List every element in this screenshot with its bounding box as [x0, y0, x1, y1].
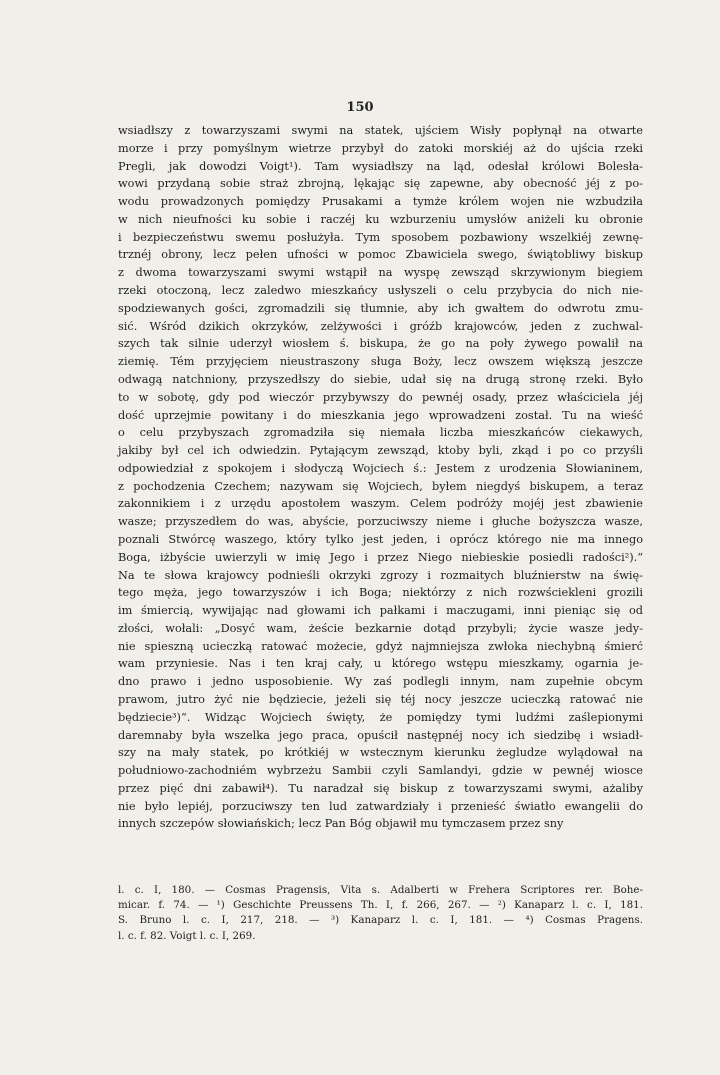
text-line: jakiby był cel ich odwiedzin. Pytającym zewsząd, ktoby byli, zkąd i po co przyśli — [118, 444, 643, 458]
text-line: Na te słowa krajowcy podnieśli okrzyki zgrozy i rozmaitych bluźnierstw na świę- — [118, 568, 643, 582]
text-line: nie było lepiéj, porzuciwszy ten lud zatwardziały i przenieść światło ewangelii do — [118, 799, 643, 813]
page-number: 150 — [346, 100, 374, 115]
text-line: szych tak silnie uderzył wiosłem ś. biskupa, że go na poły żywego powalił na — [118, 337, 643, 351]
footnote-line: S. Bruno l. c. I, 217, 218. — ³) Kanaparz l. c. I, 181. — ⁴) Cosmas Pragens. — [118, 914, 643, 927]
text-line: zakonnikiem i z urzędu apostołem waszym. Celem podróży mojéj jest zbawienie — [118, 497, 643, 511]
text-line: Boga, iżbyście uwierzyli w imię Jego i przez Niego niebieskie posiedli radości²).“ — [118, 550, 643, 564]
text-line: dno prawo i jedno usposobienie. Wy zaś podlegli innym, nam zupełnie obcym — [118, 675, 643, 689]
text-line: rzeki otoczoną, lecz zaledwo mieszkańcy usłyszeli o celu przybycia do nich nie- — [118, 284, 643, 298]
text-line: będziecie³)“. Widząc Wojciech święty, że pomiędzy tymi ludźmi zaślepionymi — [118, 710, 643, 724]
text-line: wsiadłszy z towarzyszami swymi na statek, ujściem Wisły popłynął na otwarte — [118, 124, 643, 137]
text-line: i bezpieczeństwu swemu posłużyła. Tym sposobem pozbawiony wszelkiéj zewnę- — [118, 230, 643, 244]
text-line: spodziewanych gości, zgromadzili się tłumnie, aby ich gwałtem do odwrotu zmu- — [118, 301, 643, 315]
body-text — [118, 122, 643, 833]
text-line: szy na mały statek, po krótkiéj w wstecznym kierunku żegludze wylądował na — [118, 746, 643, 760]
footnote-line: l. c. f. 82. Voigt l. c. I, 269. — [118, 929, 256, 942]
text-line: nie spieszną ucieczką ratować możecie, gdyż najmniejsza zwłoka niechybną śmierć — [118, 639, 643, 653]
text-line: odpowiedział z spokojem i słodyczą Wojciech ś.: Jestem z urodzenia Słowianinem, — [118, 461, 643, 475]
text-line: wodu prowadzonych pomiędzy Prusakami a tymże królem wojen nie wzbudziła — [118, 195, 643, 209]
footnote-line: l. c. I, 180. — Cosmas Pragensis, Vita s. Adalberti w Frehera Scriptores rer. Bohe- — [118, 884, 643, 896]
text-line: wowi przydaną sobie straż zbrojną, lękając się zapewne, aby obecność jéj z po- — [118, 177, 643, 191]
text-line: z pochodzenia Czechem; nazywam się Wojciech, byłem niegdyś biskupem, a teraz — [118, 479, 643, 493]
text-line: tego męża, jego towarzyszów i ich Boga; niektórzy z nich rozwścieklenі grozili — [118, 586, 643, 600]
text-line: daremnaby była wszelka jego praca, opuścił następnéj nocy ich siedzibę i wsiadł- — [118, 728, 643, 742]
text-line: trznéj obrony, lecz pełen ufności w pomoc Zbawiciela swego, świątobliwy biskup — [118, 248, 643, 262]
footnote-line: micar. f. 74. — ¹) Geschichte Preussens Th. I, f. 266, 267. — ²) Kanaparz l. c. I, 181. — [118, 899, 643, 912]
text-line: wasze; przyszedłem do was, abyście, porzuciwszy nieme i głuche bożyszcza wasze, — [118, 515, 643, 529]
text-line: wam przyniesie. Nas i ten kraj cały, u którego wstępu mieszkamy, ogarnia je- — [118, 657, 643, 671]
text-line: morze i przy pomyślnym wietrze przybył do zatoki morskiéj aż do ujścia rzeki — [118, 141, 643, 155]
text-line: odwagą natchniony, przyszedłszy do siebie, udał się na drugą stronę rzeki. Było — [118, 372, 643, 386]
text-line: ziemię. Tém przyjęciem nieustraszony sługa Boży, lecz owszem większą jeszcze — [118, 355, 643, 369]
text-line: prawom, jutro żyć nie będziecie, jeżeli się téj nocy jeszcze ucieczką ratować nie — [118, 693, 643, 706]
text-line: złości, wołali: „Dosyć wam, żeście bezkarnie dotąd przybyli; życie wasze jedy- — [118, 621, 643, 635]
text-line: o celu przybyszach zgromadziła się niemała liczba mieszkańców ciekawych, — [118, 426, 643, 440]
text-line: im śmiercią, wywijając nad głowami ich pałkami i maczugami, inni pieniąc się od — [118, 604, 643, 618]
text-line: poznali Stwórcę waszego, który tylko jest jeden, i oprócz którego nie ma innego — [118, 532, 643, 546]
text-line: Pregli, jak dowodzi Voigt¹). Tam wysiadłszy na ląd, odesłał królowi Bolesła- — [118, 159, 643, 173]
text-line: to w sobotę, gdy pod wieczór przybywszy do pewnéj osady, przez właściciela jéj — [118, 390, 643, 404]
footnotes — [118, 883, 643, 944]
text-line: przez pięć dni zabawił⁴). Tu naradzał się biskup z towarzyszami swymi, ażaliby — [118, 781, 643, 795]
text-line: z dwoma towarzyszami swymi wstąpił na wyspę zewsząd skrzywionym biegiem — [118, 266, 643, 280]
text-line: dość uprzejmie powitany i do mieszkania jego wprowadzeni został. Tu na wieść — [118, 408, 643, 422]
text-line: sić. Wśród dzikich okrzyków, zelżywości i gróźb krajowców, jeden z zuchwal- — [118, 319, 643, 333]
text-line: innych szczepów słowiańskich; lecz Pan Bóg objawił mu tymczasem przez sny — [118, 817, 564, 831]
text-line: południowo-zachodniém wybrzeżu Sambii czyli Samlandyi, gdzie w pewnéj wiosce — [118, 764, 643, 778]
text-line: w nich nieufności ku sobie i raczéj ku wzburzeniu umysłów aniżeli ku obronie — [118, 212, 643, 226]
